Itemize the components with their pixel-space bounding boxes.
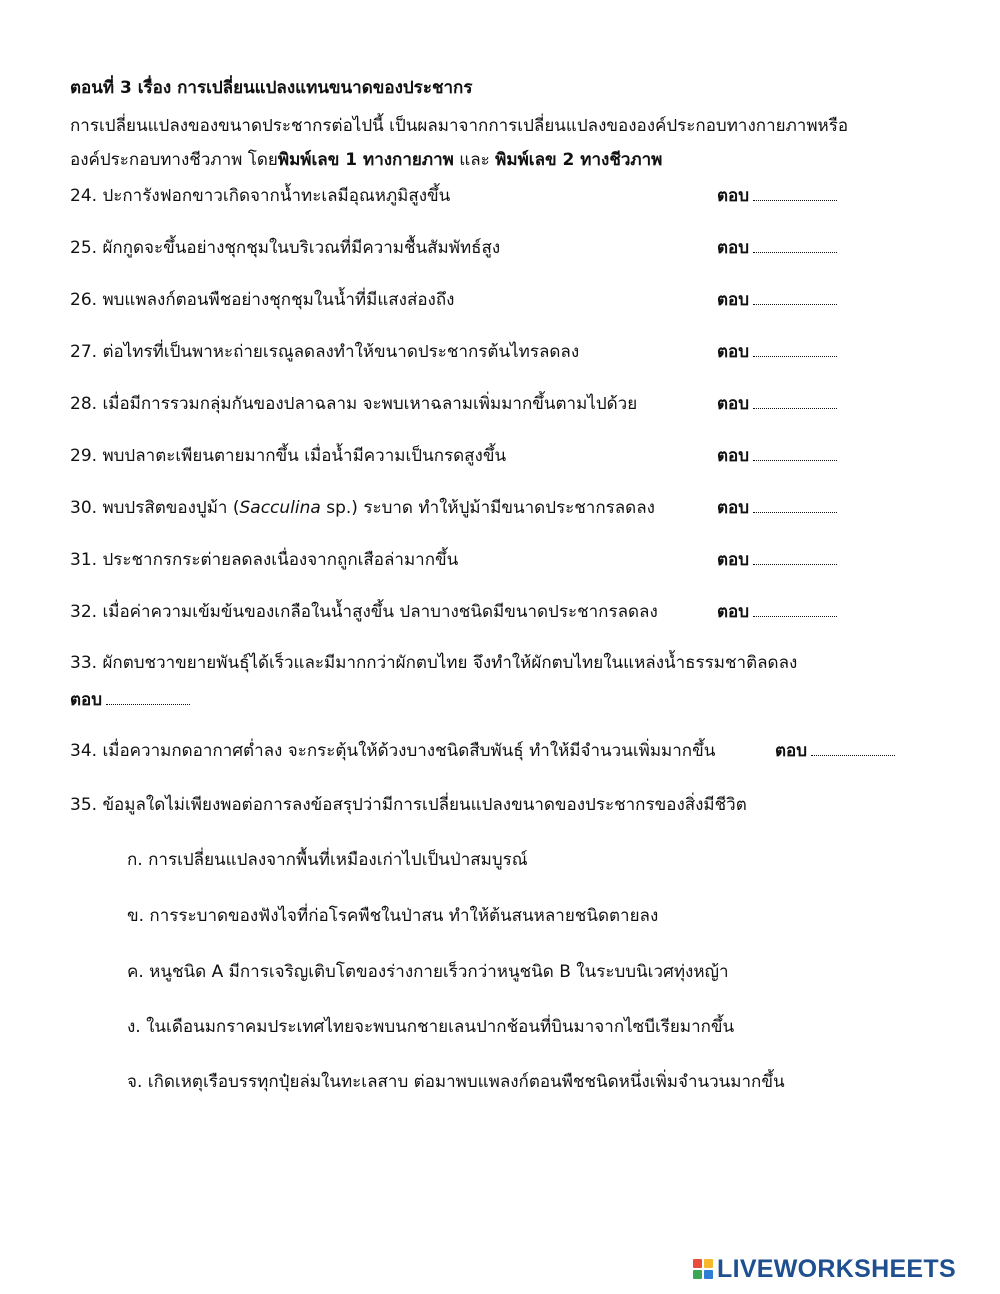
answer-25-input[interactable]	[753, 236, 837, 253]
answer-25	[717, 236, 837, 260]
answer-26	[717, 288, 837, 312]
answer-31-input[interactable]	[753, 548, 837, 565]
logo-text: LIVEWORKSHEETS	[717, 1254, 956, 1283]
instruction-line-1: การเปลี่ยนแปลงของขนาดประชากรต่อไปนี้ เป็นผลมาจากการเปลี่ยนแปลงขององค์ประกอบทางกายภาพหรือ	[70, 116, 849, 136]
question-27: 27. ต่อไทรที่เป็นพาหะถ่ายเรณูลดลงทำให้ขนาดประชากรต้นไทรลดลง	[70, 342, 580, 362]
question-34: 34. เมื่อความกดอากาศต่ำลง จะกระตุ้นให้ด้วงบางชนิดสืบพันธุ์ ทำให้มีจำนวนเพิ่มมากขึ้น	[70, 741, 716, 761]
logo-square-red	[693, 1259, 702, 1268]
question-29: 29. พบปลาตะเพียนตายมากขึ้น เมื่อน้ำมีความเป็นกรดสูงขึ้น	[70, 446, 507, 466]
question-31: 31. ประชากรกระต่ายลดลงเนื่องจากถูกเสือล่ามากขึ้น	[70, 550, 459, 570]
instruction-option-1: พิมพ์เลข 1 ทางกายภาพ	[277, 150, 454, 170]
answer-33	[70, 688, 190, 712]
question-35: 35. ข้อมูลใดไม่เพียงพอต่อการลงข้อสรุปว่ามีการเปลี่ยนแปลงขนาดของประชากรของสิ่งมีชีวิต	[70, 795, 747, 815]
answer-27-input[interactable]	[753, 340, 837, 357]
answer-label: ตอบ	[717, 238, 750, 258]
instruction-line-2	[70, 148, 662, 172]
answer-32	[717, 600, 837, 624]
answer-26-input[interactable]	[753, 288, 837, 305]
answer-label: ตอบ	[717, 290, 750, 310]
answer-24	[717, 184, 837, 208]
question-30-text-b: sp.) ระบาด ทำให้ปูม้ามีขนาดประชากรลดลง	[320, 498, 655, 518]
question-28: 28. เมื่อมีการรวมกลุ่มกันของปลาฉลาม จะพบเหาฉลามเพิ่มมากขึ้นตามไปด้วย	[70, 394, 638, 414]
question-30-species: Sacculina	[239, 498, 321, 518]
instruction-text: องค์ประกอบทางชีวภาพ โดย	[70, 150, 278, 170]
question-24: 24. ปะการังฟอกขาวเกิดจากน้ำทะเลมีอุณหภูมิสูงขึ้น	[70, 186, 451, 206]
answer-34	[775, 739, 895, 763]
question-32: 32. เมื่อค่าความเข้มข้นของเกลือในน้ำสูงขึ้น ปลาบางชนิดมีขนาดประชากรลดลง	[70, 602, 658, 622]
answer-label: ตอบ	[717, 186, 750, 206]
answer-24-input[interactable]	[753, 184, 837, 201]
answer-label: ตอบ	[717, 602, 750, 622]
question-35-option-b[interactable]: ข. การระบาดของฟังไจที่ก่อโรคพืชในป่าสน ทำให้ต้นสนหลายชนิดตายลง	[127, 906, 659, 926]
answer-33-input[interactable]	[106, 688, 190, 705]
answer-31	[717, 548, 837, 572]
question-35-option-a[interactable]: ก. การเปลี่ยนแปลงจากพื้นที่เหมืองเก่าไปเป็นป่าสมบูรณ์	[127, 850, 528, 870]
question-35-option-c[interactable]: ค. หนูชนิด A มีการเจริญเติบโตของร่างกายเร็วกว่าหนูชนิด B ในระบบนิเวศทุ่งหญ้า	[127, 962, 729, 982]
answer-label: ตอบ	[717, 550, 750, 570]
question-33: 33. ผักตบชวาขยายพันธุ์ได้เร็วและมีมากกว่าผักตบไทย จึงทำให้ผักตบไทยในแหล่งน้ำธรรมชาติลดลง	[70, 653, 798, 673]
question-26: 26. พบแพลงก์ตอนพืชอย่างชุกชุมในน้ำที่มีแสงส่องถึง	[70, 290, 455, 310]
answer-label: ตอบ	[70, 690, 103, 710]
answer-28	[717, 392, 837, 416]
logo-square-blue	[704, 1270, 713, 1279]
question-30	[70, 496, 655, 520]
liveworksheets-logo	[693, 1254, 956, 1284]
answer-27	[717, 340, 837, 364]
logo-mark-icon	[693, 1259, 713, 1279]
answer-34-input[interactable]	[811, 739, 895, 756]
logo-square-green	[693, 1270, 702, 1279]
answer-label: ตอบ	[717, 394, 750, 414]
answer-30	[717, 496, 837, 520]
section-title: ตอนที่ 3 เรื่อง การเปลี่ยนแปลงแทนขนาดของประชากร	[70, 78, 473, 98]
answer-29-input[interactable]	[753, 444, 837, 461]
answer-label: ตอบ	[717, 342, 750, 362]
answer-32-input[interactable]	[753, 600, 837, 617]
logo-square-yellow	[704, 1259, 713, 1268]
instruction-and: และ	[453, 150, 496, 170]
question-35-option-e[interactable]: จ. เกิดเหตุเรือบรรทุกปุ๋ยล่มในทะเลสาบ ต่อมาพบแพลงก์ตอนพืชชนิดหนึ่งเพิ่มจำนวนมากขึ้น	[127, 1072, 785, 1092]
instruction-option-2: พิมพ์เลข 2 ทางชีวภาพ	[495, 150, 663, 170]
question-35-option-d[interactable]: ง. ในเดือนมกราคมประเทศไทยจะพบนกชายเลนปากช้อนที่บินมาจากไซบีเรียมากขึ้น	[127, 1017, 735, 1037]
answer-label: ตอบ	[717, 498, 750, 518]
question-30-text-a: 30. พบปรสิตของปูม้า (	[70, 498, 240, 518]
answer-label: ตอบ	[717, 446, 750, 466]
answer-30-input[interactable]	[753, 496, 837, 513]
question-25: 25. ผักกูดจะขึ้นอย่างชุกชุมในบริเวณที่มีความชื้นสัมพัทธ์สูง	[70, 238, 501, 258]
answer-label: ตอบ	[775, 741, 808, 761]
answer-28-input[interactable]	[753, 392, 837, 409]
answer-29	[717, 444, 837, 468]
